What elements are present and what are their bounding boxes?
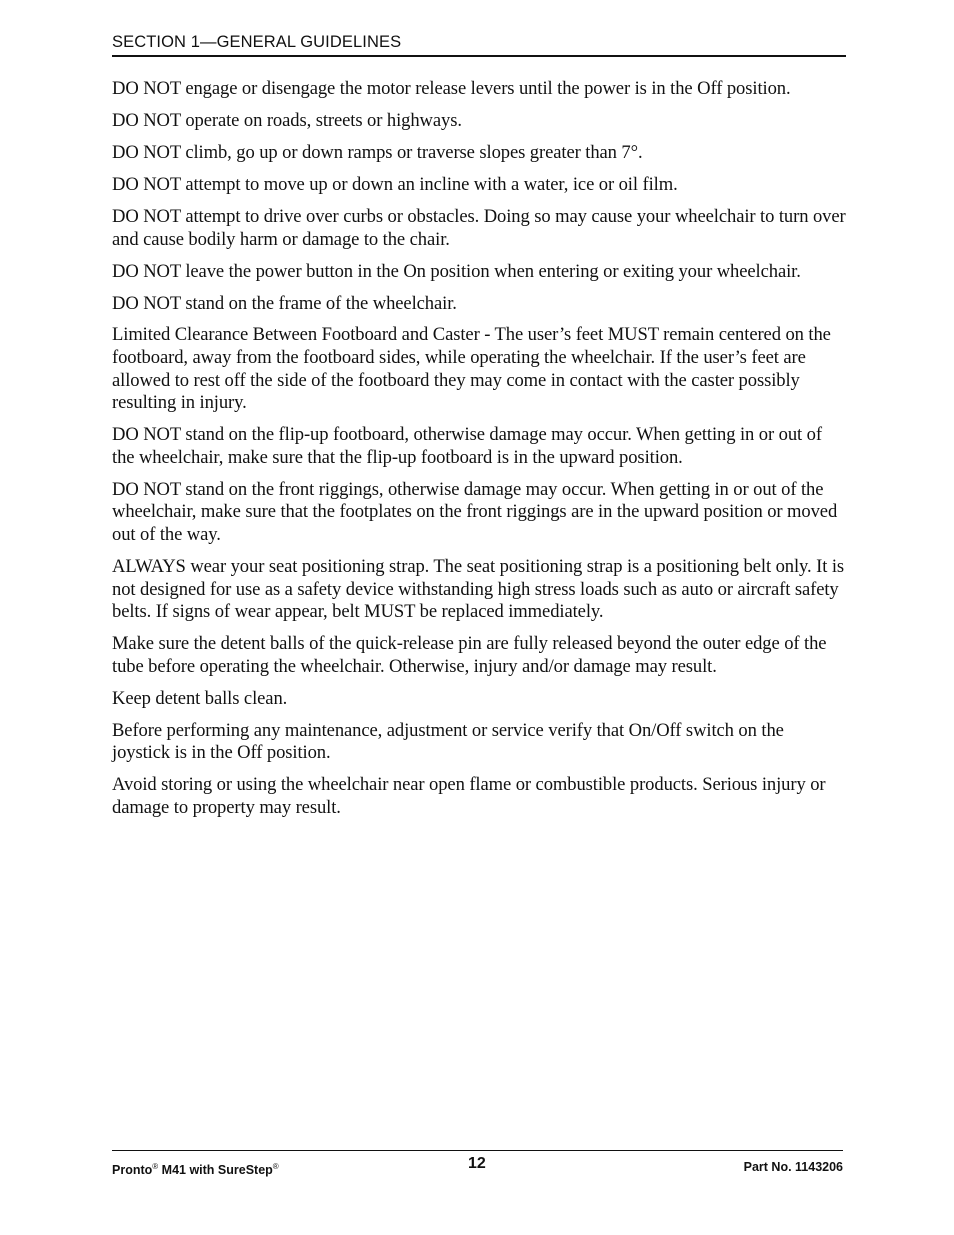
guidelines-body xyxy=(112,78,846,829)
guideline-paragraph: DO NOT attempt to drive over curbs or obstacles. Doing so may cause your wheelchair to turn over and cause bodily harm or damage to the chair. xyxy=(112,205,846,250)
guideline-paragraph: Limited Clearance Between Footboard and Caster - The user’s feet MUST remain centered on the footboard, away from the footboard sides, while operating the wheelchair. If the user’s feet are allowed to rest off the side of the footboard they may come in contact with the caster possibly resulting in injury. xyxy=(112,324,831,414)
guideline-paragraph: DO NOT operate on roads, streets or highways. xyxy=(112,109,462,131)
guideline-paragraph: DO NOT stand on the flip-up footboard, otherwise damage may occur. When getting in or out of the wheelchair, make sure that the flip-up footboard is in the upward position. xyxy=(112,424,822,468)
section-title: SECTION 1—GENERAL GUIDELINES xyxy=(112,33,402,51)
product-name-part1: Pronto xyxy=(112,1163,153,1177)
registered-mark: ® xyxy=(272,1162,279,1171)
guideline-paragraph: DO NOT stand on the front riggings, otherwise damage may occur. When getting in or out of the wheelchair, make sure that the footplates on the front riggings are in the upward position or moved out of the way. xyxy=(112,478,838,546)
guideline-paragraph: DO NOT attempt to move up or down an incline with a water, ice or oil film. xyxy=(112,173,678,195)
guideline-paragraph: ALWAYS wear your seat positioning strap. The seat positioning strap is a positioning belt only. It is not designed for use as a safety device withstanding high stress loads such as auto or aircraft safety belts. If signs of wear appear, belt MUST be replaced immediately. xyxy=(112,556,845,623)
guideline-paragraph: Before performing any maintenance, adjustment or service verify that On/Off switch on the joystick is in the Off position. xyxy=(112,719,784,764)
guideline-paragraph: Avoid storing or using the wheelchair near open flame or combustible products. Serious injury or damage to property may result. xyxy=(112,774,826,818)
part-number: Part No. 1143206 xyxy=(743,1160,843,1174)
page-footer xyxy=(112,1150,843,1177)
guideline-paragraph: DO NOT climb, go up or down ramps or traverse slopes greater than 7°. xyxy=(112,141,643,163)
product-name xyxy=(112,1157,279,1180)
page-number: 12 xyxy=(468,1155,486,1172)
registered-mark: ® xyxy=(152,1162,159,1171)
guideline-paragraph: DO NOT engage or disengage the motor release levers until the power is in the Off position. xyxy=(112,78,791,99)
guideline-paragraph: Make sure the detent balls of the quick-release pin are fully released beyond the outer edge of the tube before operating the wheelchair. Otherwise, injury and/or damage may result. xyxy=(112,633,827,677)
guideline-paragraph: Keep detent balls clean. xyxy=(112,687,288,709)
page-header xyxy=(112,31,846,57)
guideline-paragraph: DO NOT stand on the frame of the wheelchair. xyxy=(112,292,457,314)
guideline-paragraph: DO NOT leave the power button in the On position when entering or exiting your wheelchair. xyxy=(112,260,801,282)
product-name-part2: M41 with SureStep xyxy=(158,1163,273,1177)
